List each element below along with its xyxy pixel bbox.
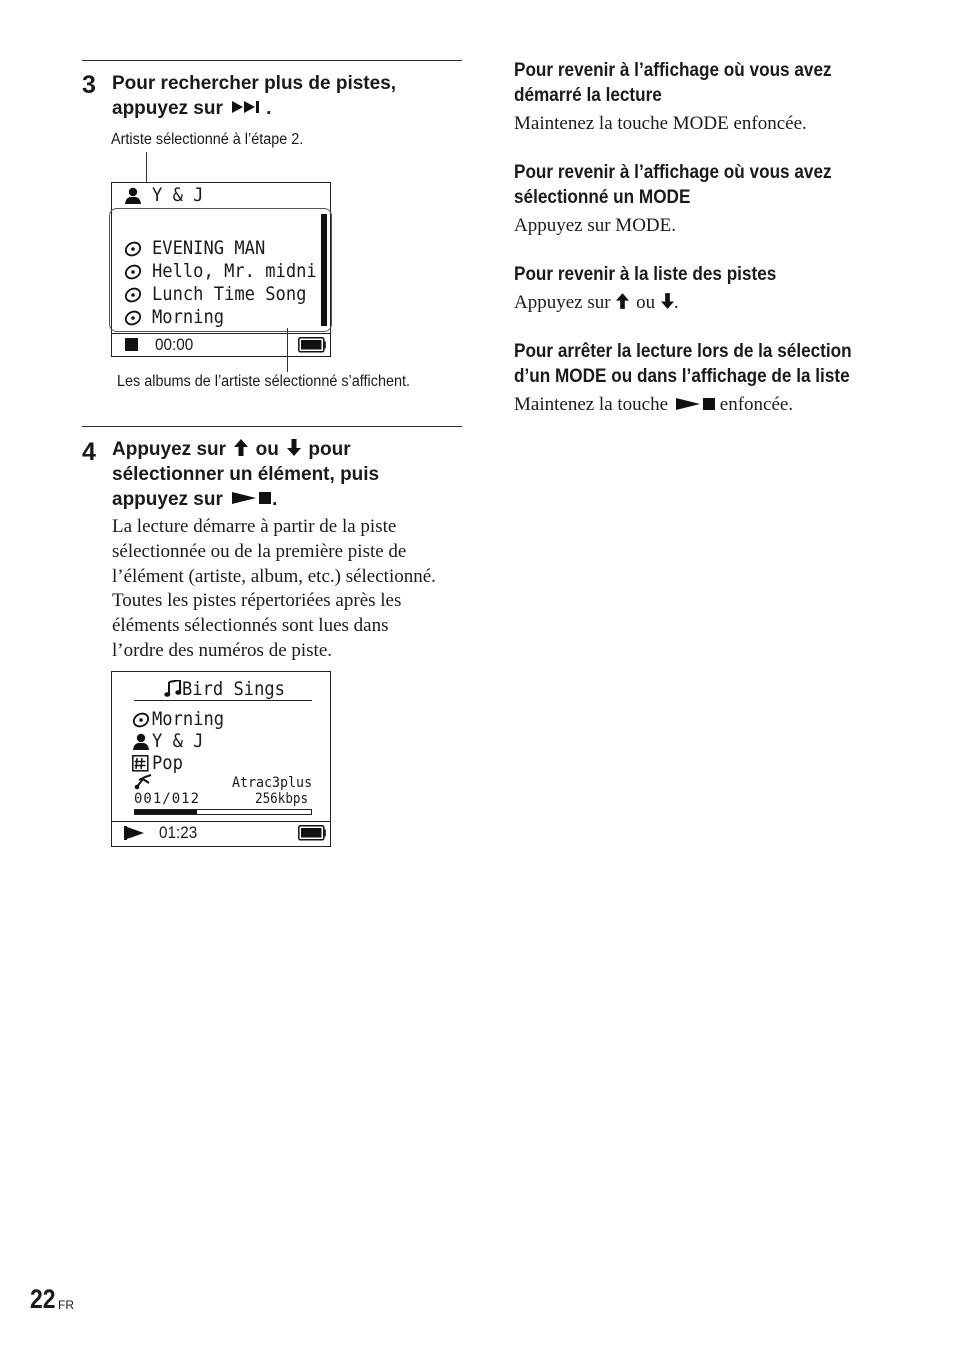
play-stop-icon — [675, 397, 717, 411]
up-arrow-icon — [616, 293, 629, 310]
section3-heading: Pour revenir à la liste des pistes — [514, 263, 777, 285]
section1-heading: Pour revenir à l’affichage où vous avez démarré la lecture — [514, 59, 832, 106]
album-icon — [124, 286, 142, 304]
section4-text: Maintenez la touche enfoncée. — [514, 394, 794, 415]
section2-heading: Pour revenir à l’affichage où vous avez sélectionné un MODE — [514, 161, 832, 208]
section4-heading: Pour arrêter la lecture lors de la sélection d’un MODE ou dans l’affichage de la liste — [514, 340, 852, 387]
next-track-icon — [232, 100, 266, 114]
stop-icon — [125, 338, 139, 352]
np-progress-fill — [135, 810, 197, 814]
section2-text: Appuyez sur MODE. — [514, 215, 677, 236]
step4-title-line1: Appuyez sur ou pour — [112, 439, 351, 460]
step3-title-line2: appuyez sur . — [112, 98, 272, 119]
screen-time: 00:00 — [155, 335, 194, 354]
caption-bottom-leader — [287, 328, 288, 372]
step3-top-rule — [82, 60, 462, 61]
note-icon — [164, 680, 182, 698]
album-icon — [124, 217, 142, 235]
album-icon — [124, 309, 142, 327]
now-playing-screen: Bird Sings Morning Y & J Pop Atrac3plus 001/012 256kbps 01:23 — [111, 671, 331, 847]
step4-top-rule — [82, 426, 462, 427]
step3-title-line1: Pour rechercher plus de pistes, — [112, 73, 397, 94]
np-status-divider — [112, 821, 330, 822]
play-icon — [124, 826, 146, 840]
down-arrow-icon — [661, 293, 674, 310]
genre-icon — [132, 755, 149, 772]
np-title-underline — [134, 700, 312, 701]
np-track-counter: 001/012 — [134, 791, 201, 807]
np-track-title: Bird Sings — [182, 678, 285, 700]
step4-number: 4 — [82, 438, 96, 466]
artist-icon — [132, 733, 150, 751]
np-time: 01:23 — [159, 823, 198, 842]
section1-text: Maintenez la touche MODE enfoncée. — [514, 113, 807, 134]
step3-title — [112, 71, 396, 121]
album-list-screen: Y & J Best Hit Sony EVENING MAN Hello, Mr. midni Lunch Time Song Morning 00:00 — [111, 182, 331, 357]
step3-caption-bottom: Les albums de l’artiste sélectionné s’affichent. — [117, 373, 411, 390]
step4-title-line3: appuyez sur . — [112, 489, 278, 510]
battery-icon — [298, 825, 326, 841]
album-icon — [124, 240, 142, 258]
screen-scrollbar[interactable] — [321, 214, 327, 326]
step3-number: 3 — [82, 71, 96, 99]
codec-icon — [134, 774, 154, 790]
album-icon — [132, 711, 150, 729]
step4-title-line2: sélectionner un élément, puis — [112, 464, 380, 485]
np-progress-bar[interactable] — [134, 809, 312, 815]
np-codec: Atrac3plus — [232, 775, 313, 791]
screen-artist: Y & J — [152, 184, 204, 206]
section3-text: Appuyez sur ou . — [514, 292, 679, 313]
page-number: 22 — [30, 1284, 56, 1314]
step4-title — [112, 437, 379, 512]
page-language: FR — [58, 1298, 74, 1312]
step4-body: La lecture démarre à partir de la piste sélectionnée ou de la première piste de l’élément (artiste, album, etc.) sélectionné. Toutes les pistes répertoriées après les éléments sélectionnés sont lues dans l’ordre des numéros de piste. — [112, 516, 436, 661]
album-icon — [124, 263, 142, 281]
battery-icon — [298, 337, 326, 353]
step3-caption-top: Artiste sélectionné à l’étape 2. — [111, 131, 304, 148]
play-stop-icon — [232, 491, 272, 505]
caption-top-leader — [146, 152, 147, 186]
screen-status-divider — [112, 333, 330, 334]
down-arrow-icon — [287, 439, 301, 457]
artist-icon — [124, 187, 142, 205]
np-bitrate: 256kbps — [255, 791, 309, 807]
up-arrow-icon — [234, 439, 248, 457]
